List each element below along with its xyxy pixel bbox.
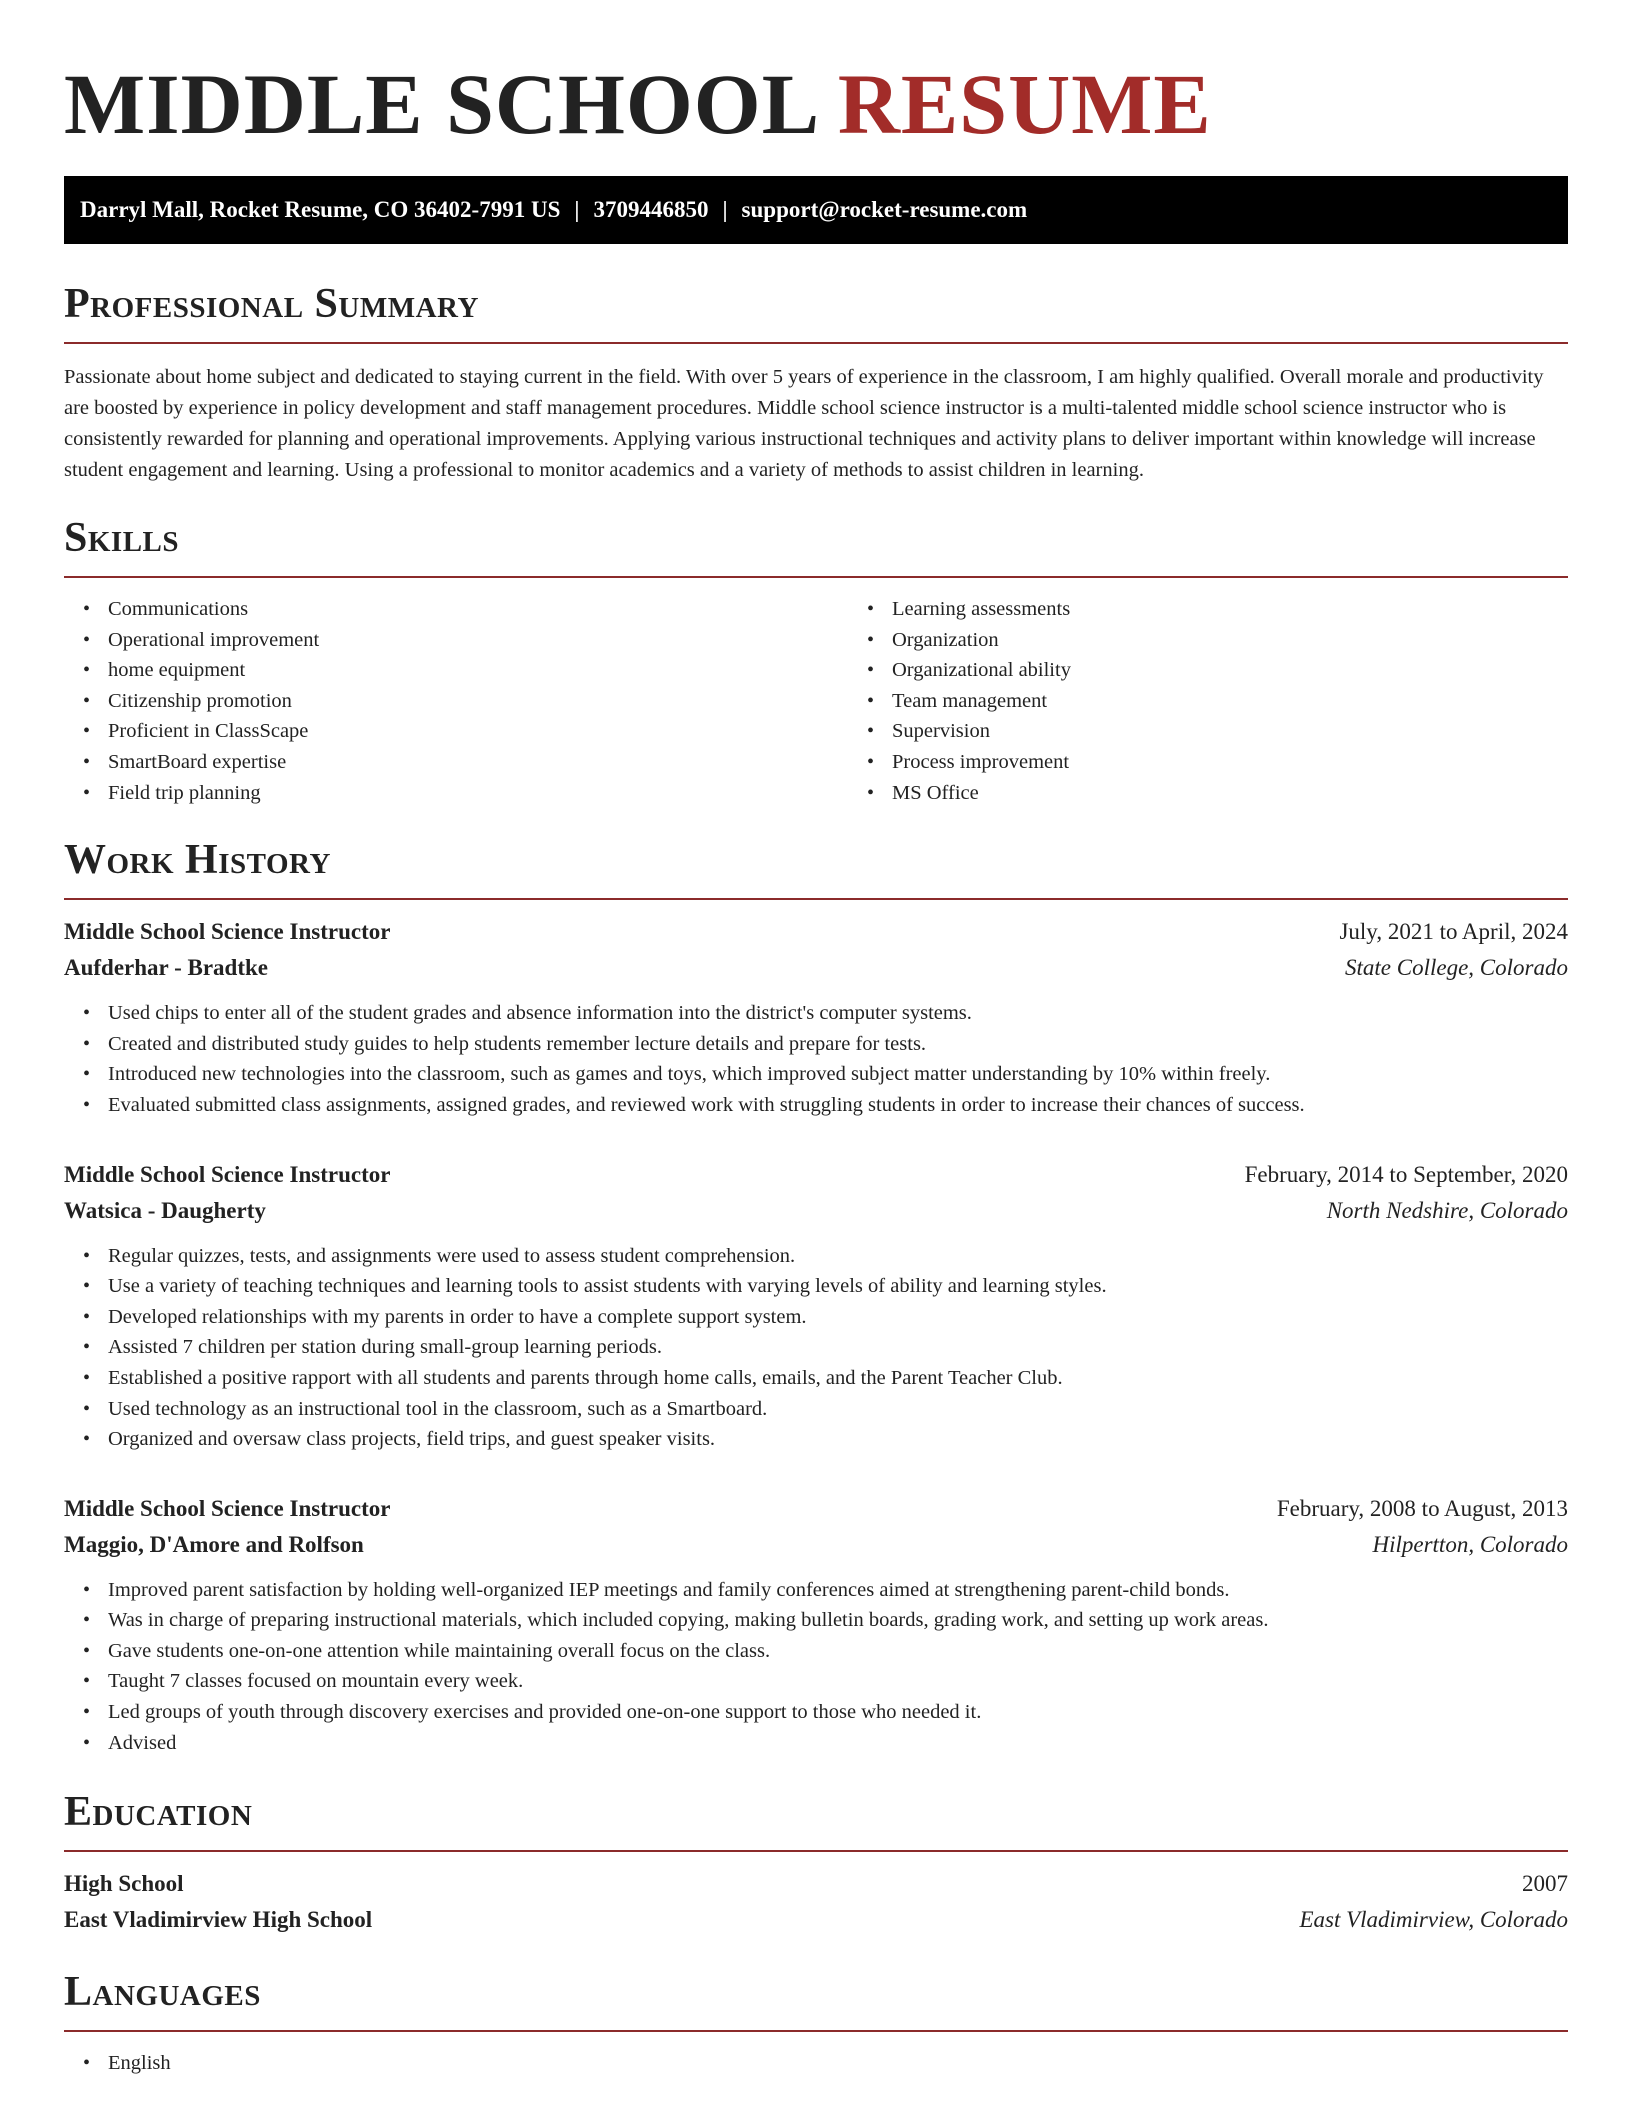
education-school: East Vladimirview High School	[64, 1907, 373, 1933]
bullet-icon: •	[83, 2052, 91, 2075]
job-duty-item: • Regular quizzes, tests, and assignments were used to assess student comprehension.	[108, 1241, 1568, 1272]
contact-email: support@rocket-resume.com	[741, 197, 1028, 222]
job-duty-item: • Used chips to enter all of the student grades and absence information into the district's computer systems.	[108, 998, 1568, 1029]
title-accent: RESUME	[837, 56, 1212, 152]
bullet-icon: •	[83, 1731, 91, 1754]
education-year: 2007	[1522, 1871, 1568, 1897]
skill-item: • Learning assessments	[892, 594, 1632, 625]
education-location: East Vladimirview, Colorado	[1299, 1907, 1568, 1933]
bullet-icon: •	[83, 1366, 91, 1389]
job-duties	[64, 1241, 1568, 1455]
skills-columns	[64, 594, 1568, 808]
job-duty-item: • Created and distributed study guides to help students remember lecture details and prepare for tests.	[108, 1029, 1568, 1060]
job-company: Aufderhar - Bradtke	[64, 955, 269, 981]
bullet-icon: •	[867, 659, 875, 682]
job-duty-item: • Developed relationships with my parents in order to have a complete support system.	[108, 1302, 1568, 1333]
job-duty-item: • Advised	[108, 1728, 1568, 1759]
job-duty-item: • Organized and oversaw class projects, field trips, and guest speaker visits.	[108, 1424, 1568, 1455]
bullet-icon: •	[83, 1093, 91, 1116]
bullet-icon: •	[867, 781, 875, 804]
section-divider	[64, 1850, 1568, 1852]
section-divider	[64, 576, 1568, 578]
work-history-section	[64, 836, 1568, 1758]
resume-title	[64, 0, 1568, 150]
job-duty-item: • Established a positive rapport with all students and parents through home calls, emails, and the Parent Teacher Club.	[108, 1363, 1568, 1394]
skill-item: • Field trip planning	[108, 778, 848, 809]
skills-list-right	[848, 594, 1632, 808]
job-entry	[64, 914, 1568, 1120]
skills-section	[64, 514, 1568, 808]
skill-item: • MS Office	[892, 778, 1632, 809]
contact-address: Darryl Mall, Rocket Resume, CO 36402-7991 US	[80, 197, 561, 222]
contact-separator: |	[722, 197, 728, 222]
bullet-icon: •	[83, 1428, 91, 1451]
job-company: Watsica - Daugherty	[64, 1197, 266, 1223]
skills-heading: Skills	[64, 515, 180, 561]
bullet-icon: •	[83, 781, 91, 804]
bullet-icon: •	[83, 1032, 91, 1055]
job-location: Hilpertton, Colorado	[1372, 1531, 1568, 1557]
bullet-icon: •	[83, 1397, 91, 1420]
job-title: Middle School Science Instructor	[64, 1161, 391, 1187]
job-dates: February, 2008 to August, 2013	[1276, 1495, 1568, 1521]
bullet-icon: •	[83, 1305, 91, 1328]
job-dates: July, 2021 to April, 2024	[1339, 919, 1568, 945]
job-duties	[64, 1575, 1568, 1759]
job-duty-item: • Introduced new technologies into the classroom, such as games and toys, which improved subject matter understanding by 10% within freely.	[108, 1059, 1568, 1090]
bullet-icon: •	[83, 1063, 91, 1086]
job-company: Maggio, D'Amore and Rolfson	[64, 1531, 364, 1557]
section-divider	[64, 342, 1568, 344]
job-title: Middle School Science Instructor	[64, 1495, 391, 1521]
languages-heading: Languages	[64, 1969, 261, 2016]
bullet-icon: •	[83, 1336, 91, 1359]
bullet-icon: •	[867, 720, 875, 743]
bullet-icon: •	[867, 750, 875, 773]
language-item: • English	[108, 2048, 1568, 2079]
job-duty-item: • Taught 7 classes focused on mountain every week.	[108, 1666, 1568, 1697]
job-duties	[64, 998, 1568, 1120]
job-duty-item: • Improved parent satisfaction by holding well-organized IEP meetings and family conferences aimed at strengthening parent-child bonds.	[108, 1575, 1568, 1606]
bullet-icon: •	[83, 1275, 91, 1298]
contact-bar	[64, 176, 1568, 244]
skill-item: • Proficient in ClassScape	[108, 716, 848, 747]
job-location: State College, Colorado	[1345, 955, 1568, 981]
skill-item: • Supervision	[892, 716, 1632, 747]
skill-item: • Team management	[892, 686, 1632, 717]
bullet-icon: •	[83, 750, 91, 773]
job-location: North Nedshire, Colorado	[1326, 1197, 1568, 1223]
education-section	[64, 1788, 1568, 1938]
bullet-icon: •	[867, 598, 875, 620]
languages-section	[64, 1968, 1568, 2079]
languages-list	[64, 2048, 1568, 2079]
job-duty-item: • Led groups of youth through discovery exercises and provided one-on-one support to those who needed it.	[108, 1697, 1568, 1728]
education-degree: High School	[64, 1871, 184, 1897]
bullet-icon: •	[83, 689, 91, 712]
bullet-icon: •	[83, 1701, 91, 1724]
skill-item: • Organizational ability	[892, 655, 1632, 686]
job-duty-item: • Was in charge of preparing instructional materials, which included copying, making bulletin boards, grading work, and setting up work areas.	[108, 1605, 1568, 1636]
bullet-icon: •	[83, 598, 91, 620]
education-heading: Education	[64, 1789, 253, 1836]
skill-item: • Process improvement	[892, 747, 1632, 778]
skills-list-left	[64, 594, 848, 808]
bullet-icon: •	[83, 720, 91, 743]
contact-phone: 3709446850	[593, 197, 709, 222]
bullet-icon: •	[83, 1639, 91, 1662]
bullet-icon: •	[83, 659, 91, 682]
job-duty-item: • Used technology as an instructional tool in the classroom, such as a Smartboard.	[108, 1394, 1568, 1425]
summary-section	[64, 280, 1568, 486]
section-divider	[64, 898, 1568, 900]
skill-item: • SmartBoard expertise	[108, 747, 848, 778]
education-entry	[64, 1866, 1568, 1938]
bullet-icon: •	[83, 1244, 91, 1267]
summary-heading: Professional Summary	[64, 281, 479, 327]
section-divider	[64, 2030, 1568, 2032]
job-duty-item: • Evaluated submitted class assignments, assigned grades, and reviewed work with struggling students in order to increase their chances of success.	[108, 1090, 1568, 1121]
job-entry	[64, 1491, 1568, 1759]
bullet-icon: •	[83, 1609, 91, 1632]
job-duty-item: • Assisted 7 children per station during small-group learning periods.	[108, 1332, 1568, 1363]
skill-item: • Communications	[108, 594, 848, 625]
job-title: Middle School Science Instructor	[64, 919, 391, 945]
bullet-icon: •	[83, 628, 91, 651]
skill-item: • Organization	[892, 625, 1632, 656]
bullet-icon: •	[83, 1578, 91, 1601]
job-dates: February, 2014 to September, 2020	[1244, 1161, 1568, 1187]
title-main: MIDDLE SCHOOL	[64, 56, 816, 152]
summary-text: Passionate about home subject and dedicated to staying current in the field. With over 5 years of experience in the classroom, I am highly qualified. Overall morale and productivity are boosted by experience in policy development and staff management procedures. Middle school science instructor is a multi-talented middle school science instructor who is consistently rewarded for planning and operational improvements. Applying various instructional techniques and activity plans to deliver important within knowledge will increase student engagement and learning. Using a professional to monitor academics and a variety of methods to assist children in learning.	[64, 366, 1544, 481]
bullet-icon: •	[83, 1002, 91, 1025]
skill-item: • Operational improvement	[108, 625, 848, 656]
skill-item: • Citizenship promotion	[108, 686, 848, 717]
bullet-icon: •	[867, 628, 875, 651]
bullet-icon: •	[83, 1670, 91, 1693]
job-duty-item: • Gave students one-on-one attention while maintaining overall focus on the class.	[108, 1636, 1568, 1667]
job-entry	[64, 1157, 1568, 1455]
skill-item: • home equipment	[108, 655, 848, 686]
work-history-heading: Work History	[64, 837, 331, 884]
job-duty-item: • Use a variety of teaching techniques and learning tools to assist students with varying levels of ability and learning styles.	[108, 1271, 1568, 1302]
contact-separator: |	[574, 197, 580, 222]
bullet-icon: •	[867, 689, 875, 712]
